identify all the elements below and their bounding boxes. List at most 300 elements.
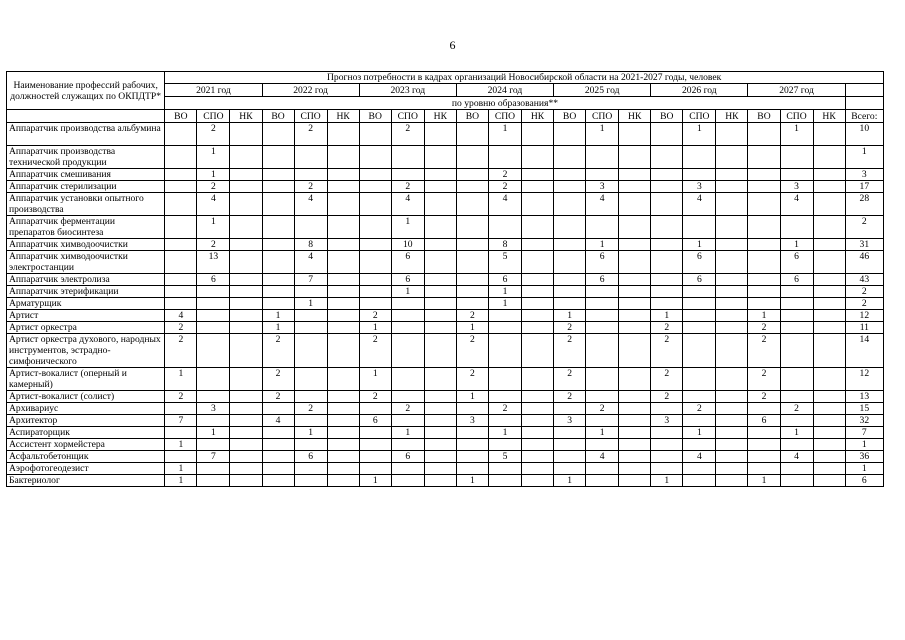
value-cell (230, 475, 262, 487)
value-cell (327, 123, 359, 146)
value-cell (165, 251, 197, 274)
value-cell (716, 274, 748, 286)
value-cell (522, 334, 554, 368)
value-cell (522, 391, 554, 403)
value-cell (262, 403, 294, 415)
value-cell: 6 (683, 274, 716, 286)
value-cell: 1 (586, 123, 619, 146)
value-cell: 2 (262, 391, 294, 403)
value-cell: 3 (586, 181, 619, 193)
value-cell (391, 463, 424, 475)
value-cell: 4 (294, 193, 327, 216)
value-cell: 6 (359, 415, 391, 427)
value-cell (456, 123, 488, 146)
value-cell (522, 322, 554, 334)
value-cell (780, 463, 813, 475)
value-cell: 4 (488, 193, 521, 216)
value-cell: 2 (488, 169, 521, 181)
value-cell (488, 475, 521, 487)
value-cell (619, 403, 651, 415)
value-cell (619, 123, 651, 146)
value-cell (424, 463, 456, 475)
value-cell (262, 216, 294, 239)
value-cell: 6 (294, 451, 327, 463)
value-cell (197, 298, 230, 310)
value-cell: 4 (391, 193, 424, 216)
value-cell (554, 239, 586, 251)
level-header: СПО (294, 110, 327, 123)
value-cell (262, 146, 294, 169)
value-cell (522, 181, 554, 193)
value-cell (716, 439, 748, 451)
value-cell (294, 216, 327, 239)
value-cell: 1 (780, 239, 813, 251)
value-cell: 2 (359, 310, 391, 322)
table-row (7, 123, 884, 146)
value-cell: 1 (165, 368, 197, 391)
level-header: ВО (554, 110, 586, 123)
value-cell (424, 415, 456, 427)
value-cell: 4 (262, 415, 294, 427)
value-cell: 2 (554, 322, 586, 334)
value-cell (651, 123, 683, 146)
value-cell: 2 (391, 123, 424, 146)
table-header (7, 72, 884, 123)
row-total: 31 (845, 239, 883, 251)
value-cell (813, 334, 845, 368)
value-cell: 6 (391, 251, 424, 274)
value-cell (586, 415, 619, 427)
value-cell (359, 181, 391, 193)
value-cell (619, 169, 651, 181)
value-cell (522, 415, 554, 427)
value-cell (522, 368, 554, 391)
value-cell (230, 286, 262, 298)
value-cell (294, 146, 327, 169)
value-cell (197, 334, 230, 368)
level-header: НК (716, 110, 748, 123)
value-cell (619, 181, 651, 193)
value-cell (262, 251, 294, 274)
value-cell (230, 415, 262, 427)
value-cell (813, 322, 845, 334)
value-cell (716, 239, 748, 251)
value-cell (716, 251, 748, 274)
year-header: 2025 год (554, 84, 651, 97)
value-cell: 7 (165, 415, 197, 427)
value-cell (813, 403, 845, 415)
value-cell: 1 (488, 298, 521, 310)
value-cell (813, 193, 845, 216)
year-header: 2023 год (359, 84, 456, 97)
level-header: СПО (586, 110, 619, 123)
value-cell: 4 (165, 310, 197, 322)
value-cell (165, 298, 197, 310)
value-cell (683, 286, 716, 298)
value-cell (424, 310, 456, 322)
value-cell: 4 (294, 251, 327, 274)
value-cell (716, 368, 748, 391)
value-cell (230, 146, 262, 169)
table-row (7, 451, 884, 463)
value-cell (359, 193, 391, 216)
value-cell (748, 451, 780, 463)
value-cell (651, 427, 683, 439)
level-header: СПО (197, 110, 230, 123)
value-cell: 3 (197, 403, 230, 415)
value-cell (522, 310, 554, 322)
row-total: 46 (845, 251, 883, 274)
value-cell (813, 274, 845, 286)
value-cell (294, 368, 327, 391)
value-cell (716, 286, 748, 298)
education-level-header: по уровню образования** (165, 97, 845, 110)
value-cell: 1 (391, 286, 424, 298)
value-cell: 2 (488, 181, 521, 193)
value-cell: 2 (294, 403, 327, 415)
table-row (7, 239, 884, 251)
value-cell (716, 310, 748, 322)
total-header: Всего: (845, 110, 883, 123)
table-row (7, 310, 884, 322)
value-cell: 2 (165, 334, 197, 368)
value-cell: 6 (197, 274, 230, 286)
table-row (7, 334, 884, 368)
profession-name: Артист-вокалист (солист) (7, 391, 165, 403)
value-cell (683, 169, 716, 181)
value-cell (327, 415, 359, 427)
value-cell (230, 322, 262, 334)
row-total: 43 (845, 274, 883, 286)
value-cell (683, 310, 716, 322)
value-cell (522, 298, 554, 310)
value-cell (327, 427, 359, 439)
row-total: 1 (845, 146, 883, 169)
value-cell (391, 475, 424, 487)
value-cell (716, 391, 748, 403)
value-cell (488, 391, 521, 403)
value-cell (651, 274, 683, 286)
value-cell (554, 274, 586, 286)
value-cell (522, 251, 554, 274)
value-cell (619, 310, 651, 322)
value-cell (359, 169, 391, 181)
value-cell (716, 415, 748, 427)
value-cell (780, 439, 813, 451)
year-header: 2027 год (748, 84, 845, 97)
value-cell (522, 403, 554, 415)
value-cell (391, 169, 424, 181)
profession-name: Бактериолог (7, 475, 165, 487)
value-cell (651, 181, 683, 193)
value-cell (262, 427, 294, 439)
value-cell (554, 123, 586, 146)
value-cell: 2 (197, 181, 230, 193)
value-cell (619, 286, 651, 298)
value-cell: 4 (683, 451, 716, 463)
value-cell (230, 463, 262, 475)
profession-name: Аэрофотогеодезист (7, 463, 165, 475)
value-cell (716, 475, 748, 487)
value-cell (683, 216, 716, 239)
value-cell (230, 193, 262, 216)
value-cell: 2 (683, 403, 716, 415)
value-cell: 1 (456, 322, 488, 334)
value-cell (522, 216, 554, 239)
value-cell: 2 (294, 123, 327, 146)
value-cell (780, 286, 813, 298)
value-cell (456, 403, 488, 415)
value-cell (327, 251, 359, 274)
value-cell (813, 391, 845, 403)
profession-name: Аппаратчик электролиза (7, 274, 165, 286)
value-cell (456, 181, 488, 193)
value-cell (165, 274, 197, 286)
value-cell (683, 334, 716, 368)
value-cell (165, 451, 197, 463)
value-cell: 2 (391, 181, 424, 193)
value-cell (522, 146, 554, 169)
level-header: НК (619, 110, 651, 123)
value-cell (165, 216, 197, 239)
value-cell: 1 (456, 475, 488, 487)
value-cell (716, 216, 748, 239)
row-total: 2 (845, 286, 883, 298)
value-cell (165, 286, 197, 298)
value-cell (391, 298, 424, 310)
value-cell (619, 251, 651, 274)
row-total: 1 (845, 463, 883, 475)
value-cell (327, 475, 359, 487)
value-cell: 13 (197, 251, 230, 274)
value-cell (619, 193, 651, 216)
value-cell (359, 251, 391, 274)
value-cell (716, 193, 748, 216)
value-cell (327, 322, 359, 334)
value-cell (488, 146, 521, 169)
value-cell (780, 216, 813, 239)
value-cell (488, 368, 521, 391)
value-cell: 1 (651, 310, 683, 322)
year-header: 2022 год (262, 84, 359, 97)
value-cell (424, 193, 456, 216)
level-header: СПО (488, 110, 521, 123)
year-header: 2021 год (165, 84, 262, 97)
value-cell (619, 298, 651, 310)
value-cell: 1 (488, 123, 521, 146)
value-cell (230, 216, 262, 239)
value-cell (165, 181, 197, 193)
value-cell (197, 391, 230, 403)
value-cell: 3 (683, 181, 716, 193)
value-cell (262, 181, 294, 193)
value-cell (748, 123, 780, 146)
blank-header-cell (845, 84, 883, 97)
value-cell (456, 146, 488, 169)
value-cell (294, 322, 327, 334)
value-cell (456, 451, 488, 463)
table-row (7, 403, 884, 415)
value-cell (424, 334, 456, 368)
value-cell (165, 239, 197, 251)
value-cell (522, 274, 554, 286)
value-cell (294, 286, 327, 298)
value-cell: 3 (780, 181, 813, 193)
value-cell (780, 415, 813, 427)
value-cell: 1 (165, 475, 197, 487)
value-cell (359, 274, 391, 286)
value-cell: 6 (488, 274, 521, 286)
value-cell (619, 427, 651, 439)
profession-name: Аппаратчик химводоочистки (7, 239, 165, 251)
value-cell (554, 427, 586, 439)
value-cell: 8 (488, 239, 521, 251)
value-cell (716, 463, 748, 475)
profession-name: Артист (7, 310, 165, 322)
table-row (7, 286, 884, 298)
value-cell (327, 286, 359, 298)
row-total: 32 (845, 415, 883, 427)
value-cell (424, 274, 456, 286)
value-cell (424, 286, 456, 298)
value-cell (651, 403, 683, 415)
value-cell: 2 (586, 403, 619, 415)
value-cell (522, 239, 554, 251)
value-cell: 1 (780, 123, 813, 146)
value-cell: 1 (359, 368, 391, 391)
value-cell (651, 439, 683, 451)
value-cell: 2 (651, 368, 683, 391)
table-row (7, 475, 884, 487)
value-cell (424, 239, 456, 251)
value-cell (262, 475, 294, 487)
value-cell (294, 391, 327, 403)
value-cell: 1 (683, 239, 716, 251)
value-cell (748, 274, 780, 286)
value-cell (619, 439, 651, 451)
value-cell: 1 (683, 427, 716, 439)
value-cell: 1 (262, 310, 294, 322)
value-cell: 1 (165, 463, 197, 475)
value-cell (327, 193, 359, 216)
value-cell: 1 (359, 475, 391, 487)
table-row (7, 169, 884, 181)
value-cell (813, 475, 845, 487)
value-cell (327, 274, 359, 286)
value-cell: 4 (586, 451, 619, 463)
value-cell: 2 (359, 391, 391, 403)
value-cell: 2 (651, 391, 683, 403)
value-cell (619, 216, 651, 239)
profession-name: Артист оркестра духового, народных инструментов, эстрадно- симфонического (7, 334, 165, 368)
value-cell (230, 334, 262, 368)
value-cell (488, 310, 521, 322)
value-cell (619, 463, 651, 475)
page-number: 6 (449, 38, 456, 52)
value-cell: 2 (262, 334, 294, 368)
value-cell: 1 (683, 123, 716, 146)
profession-name: Аппаратчик стерилизации (7, 181, 165, 193)
profession-name: Аппаратчик химводоочистки электростанции (7, 251, 165, 274)
row-total: 10 (845, 123, 883, 146)
forecast-title: Прогноз потребности в кадрах организаций Новосибирской области на 2021-2027 годы, человек (165, 72, 884, 84)
table-body (7, 123, 884, 487)
value-cell (424, 146, 456, 169)
value-cell (813, 310, 845, 322)
value-cell: 1 (262, 322, 294, 334)
value-cell (619, 475, 651, 487)
value-cell (327, 451, 359, 463)
value-cell (294, 169, 327, 181)
table-row (7, 146, 884, 169)
profession-name: Асфальтобетонщик (7, 451, 165, 463)
value-cell (813, 427, 845, 439)
value-cell (651, 463, 683, 475)
value-cell: 1 (197, 427, 230, 439)
value-cell (424, 251, 456, 274)
value-cell: 1 (748, 475, 780, 487)
value-cell (488, 415, 521, 427)
value-cell: 1 (294, 427, 327, 439)
value-cell (165, 123, 197, 146)
value-cell (359, 239, 391, 251)
value-cell (424, 368, 456, 391)
profession-name: Аппаратчик ферментации препаратов биосинтеза (7, 216, 165, 239)
value-cell (262, 123, 294, 146)
value-cell: 2 (197, 239, 230, 251)
value-cell (456, 298, 488, 310)
value-cell (813, 251, 845, 274)
value-cell (262, 451, 294, 463)
value-cell (780, 169, 813, 181)
name-column-header: Наименование профессий рабочих, должностей служащих по ОКПДТР* (7, 72, 165, 110)
value-cell (522, 463, 554, 475)
value-cell (522, 123, 554, 146)
value-cell (619, 334, 651, 368)
value-cell (780, 368, 813, 391)
value-cell (748, 193, 780, 216)
value-cell: 8 (294, 239, 327, 251)
table-row (7, 368, 884, 391)
value-cell: 2 (359, 334, 391, 368)
value-cell (813, 451, 845, 463)
value-cell (651, 193, 683, 216)
value-cell: 2 (748, 391, 780, 403)
level-header: ВО (456, 110, 488, 123)
value-cell (197, 463, 230, 475)
value-cell (262, 274, 294, 286)
value-cell (716, 181, 748, 193)
value-cell (294, 475, 327, 487)
value-cell (230, 368, 262, 391)
value-cell (813, 181, 845, 193)
value-cell (780, 298, 813, 310)
value-cell (554, 169, 586, 181)
value-cell: 7 (294, 274, 327, 286)
value-cell (554, 146, 586, 169)
value-cell (651, 251, 683, 274)
value-cell (780, 475, 813, 487)
table-row (7, 216, 884, 239)
value-cell (780, 391, 813, 403)
value-cell (522, 475, 554, 487)
value-cell (716, 451, 748, 463)
row-total: 17 (845, 181, 883, 193)
profession-name: Аппаратчик установки опытного производства (7, 193, 165, 216)
value-cell (456, 427, 488, 439)
table-row (7, 251, 884, 274)
value-cell (230, 310, 262, 322)
